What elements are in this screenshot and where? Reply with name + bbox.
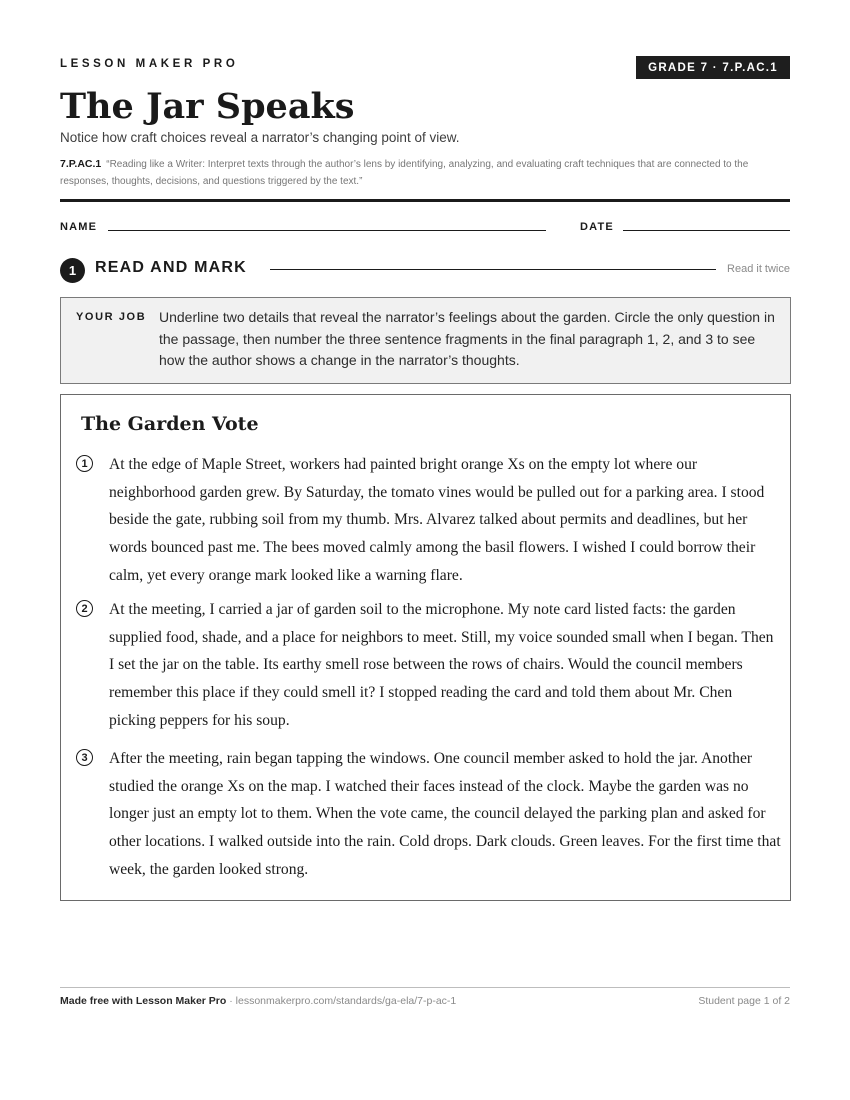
instruction-text: Underline two details that reveal the narrator’s feelings about the garden. Circle the only question in the passage, then number the three sentence fragments in the final paragraph 1, 2, and 3 to see how the author shows a change in the narrator’s thoughts. (159, 309, 775, 368)
section-title: READ AND MARK (95, 259, 247, 276)
standard-text: “Reading like a Writer: Interpret texts through the author’s lens by identifying, analyzing, and evaluating craft techniques that are connected to the responses, thoughts, decisions, and questions triggered by the text.” (60, 159, 749, 187)
paragraph-text: After the meeting, rain began tapping the windows. One council member asked to hold the jar. Another studied the orange Xs on the map. I watched their faces instead of the clock. Maybe the garden was no longer just an empty lot to them. When the vote came, the council delayed the parking plan and asked for other locations. I walked outside into the rain. Cold drops. Dark clouds. Green leaves. For the first time that week, the garden looked strong. (109, 750, 781, 878)
header-divider (60, 199, 790, 202)
paragraph-number-badge: 2 (76, 600, 93, 617)
section-number-badge: 1 (60, 258, 85, 283)
instruction-label: YOUR JOB (76, 311, 147, 323)
brand-wordmark: LESSON MAKER PRO (60, 58, 239, 70)
footer-page-number: Student page 1 of 2 (698, 995, 790, 1007)
passage-box (60, 394, 791, 901)
instruction-box (60, 297, 791, 384)
footer-separator: · (226, 995, 236, 1007)
footer-url[interactable]: lessonmakerpro.com/standards/ga-ela/7-p-ac-1 (235, 995, 457, 1007)
page-title: The Jar Speaks (60, 86, 355, 127)
name-label: NAME (60, 221, 98, 233)
paragraph-text: At the meeting, I carried a jar of garden soil to the microphone. My note card listed facts: the garden supplied food, shade, and a place for neighbors to meet. Still, my voice sounded small when I began. Then I set the jar on the table. Its earthy smell rose between the rows of chairs. Would the council members remember this place if they could smell it? I stopped reading the card and told them about Mr. Chen picking peppers for his soup. (109, 601, 774, 729)
date-field[interactable] (623, 230, 790, 231)
page-subtitle: Notice how craft choices reveal a narrator’s changing point of view. (60, 130, 460, 145)
section-divider (270, 269, 716, 270)
paragraph-number-badge: 1 (76, 455, 93, 472)
footer-credit (60, 995, 456, 1007)
standard-code: 7.P.AC.1 (60, 158, 102, 170)
name-field[interactable] (108, 230, 546, 231)
footer-divider (60, 987, 790, 988)
section-hint: Read it twice (727, 263, 790, 275)
standard-description (60, 156, 790, 190)
paragraph-number-badge: 3 (76, 749, 93, 766)
date-label: DATE (580, 221, 614, 233)
passage-title: The Garden Vote (81, 413, 259, 435)
footer-made-with: Made free with Lesson Maker Pro (60, 995, 227, 1007)
paragraph-text: At the edge of Maple Street, workers had painted bright orange Xs on the empty lot where our neighborhood garden grew. By Saturday, the tomato vines would be pulled out for a parking area. I stood beside the gate, rubbing soil from my thumb. Mrs. Alvarez talked about permits and deadlines, but her words bounced past me. The bees moved calmly among the basil flowers. I wished I could borrow their calm, yet every orange mark looked like a warning flare. (109, 456, 765, 584)
grade-badge: GRADE 7 · 7.P.AC.1 (636, 56, 790, 79)
